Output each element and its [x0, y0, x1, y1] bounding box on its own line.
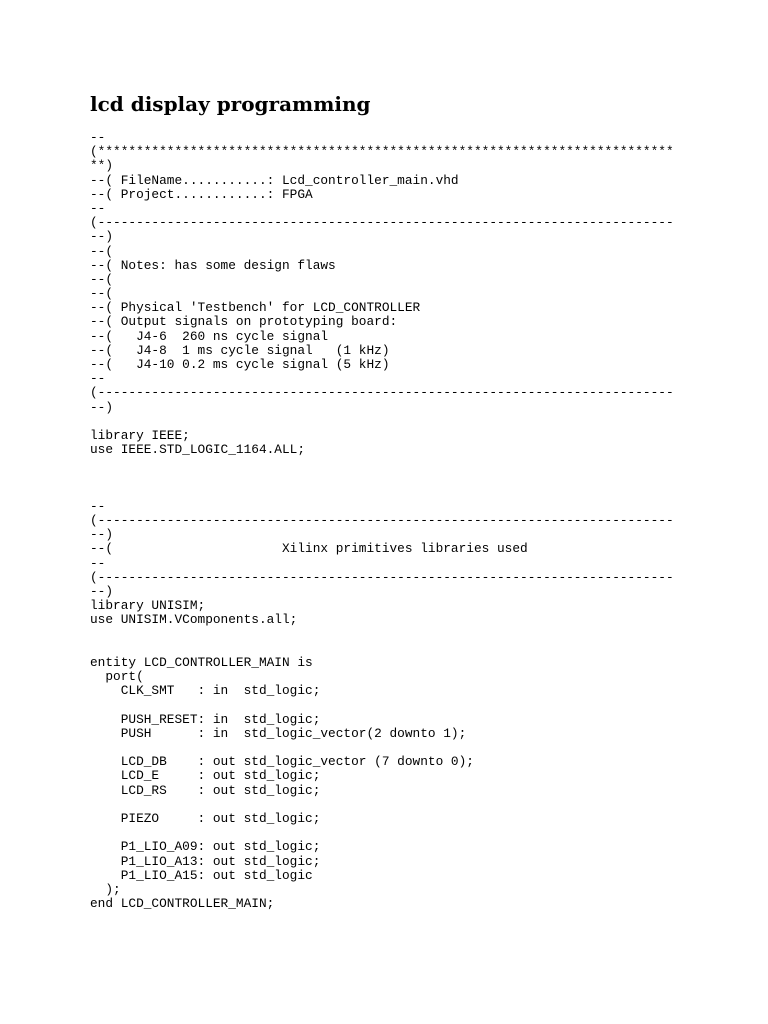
code-line: LCD_DB : out std_logic_vector (7 downto 0);: [90, 754, 474, 770]
code-line: --( J4-8 1 ms cycle signal (1 kHz): [90, 342, 390, 358]
code-line: use UNISIM.VComponents.all;: [90, 612, 298, 628]
code-line: --): [90, 527, 114, 543]
code-line: LCD_E : out std_logic;: [90, 768, 321, 784]
code-line: (***************************************************************************: [90, 144, 674, 160]
code-line: [90, 699, 674, 713]
code-line: --( FileName...........: Lcd_controller_main.vhd: [90, 172, 459, 188]
code-line: end LCD_CONTROLLER_MAIN;: [90, 896, 275, 912]
code-line: **): [90, 158, 114, 174]
code-listing: [90, 131, 674, 911]
code-line: --: [90, 130, 106, 145]
document-title: lcd display programming: [90, 92, 371, 116]
code-line: --( Project............: FPGA: [90, 186, 313, 202]
code-line: --: [90, 498, 106, 514]
code-line: [90, 798, 674, 812]
code-line: --( Physical 'Testbench' for LCD_CONTROLLER: [90, 300, 421, 316]
code-line: library UNISIM;: [90, 598, 206, 614]
code-line: --): [90, 229, 114, 245]
code-line: --( Notes: has some design flaws: [90, 257, 336, 273]
code-line: --): [90, 399, 114, 415]
code-line: [90, 457, 674, 471]
code-line: (---------------------------------------------------------------------------: [90, 513, 674, 529]
code-line: P1_LIO_A13: out std_logic;: [90, 853, 321, 869]
code-line: (---------------------------------------------------------------------------: [90, 569, 674, 585]
code-line: --( Output signals on prototyping board:: [90, 314, 398, 330]
code-line: --(: [90, 271, 114, 287]
code-line: (---------------------------------------------------------------------------: [90, 385, 674, 401]
code-line: (---------------------------------------------------------------------------: [90, 215, 674, 231]
code-line: --(: [90, 243, 114, 259]
code-line: --): [90, 584, 114, 599]
code-line: --: [90, 200, 106, 216]
code-line: --: [90, 555, 106, 571]
code-line: P1_LIO_A09: out std_logic;: [90, 839, 321, 855]
code-line: [90, 741, 674, 755]
code-line: [90, 642, 674, 656]
code-line: entity LCD_CONTROLLER_MAIN is: [90, 654, 313, 670]
code-line: CLK_SMT : in std_logic;: [90, 683, 321, 699]
code-line: port(: [90, 669, 144, 685]
code-line: );: [90, 881, 121, 897]
code-line: PIEZO : out std_logic;: [90, 811, 321, 826]
code-line: --( J4-10 0.2 ms cycle signal (5 kHz): [90, 357, 390, 372]
code-line: [90, 628, 674, 642]
code-line: use IEEE.STD_LOGIC_1164.ALL;: [90, 442, 306, 458]
code-line: P1_LIO_A15: out std_logic: [90, 867, 313, 883]
code-line: LCD_RS : out std_logic;: [90, 782, 321, 798]
code-line: --( Xilinx primitives libraries used: [90, 541, 528, 557]
code-line: [90, 826, 674, 840]
code-line: [90, 486, 674, 500]
code-line: library IEEE;: [90, 427, 190, 443]
code-line: [90, 415, 674, 429]
code-line: PUSH : in std_logic_vector(2 downto 1);: [90, 725, 467, 741]
code-line: [90, 472, 674, 486]
code-line: --(: [90, 286, 114, 302]
code-line: --: [90, 371, 106, 387]
code-line: PUSH_RESET: in std_logic;: [90, 711, 321, 727]
code-line: --( J4-6 260 ns cycle signal: [90, 328, 329, 344]
